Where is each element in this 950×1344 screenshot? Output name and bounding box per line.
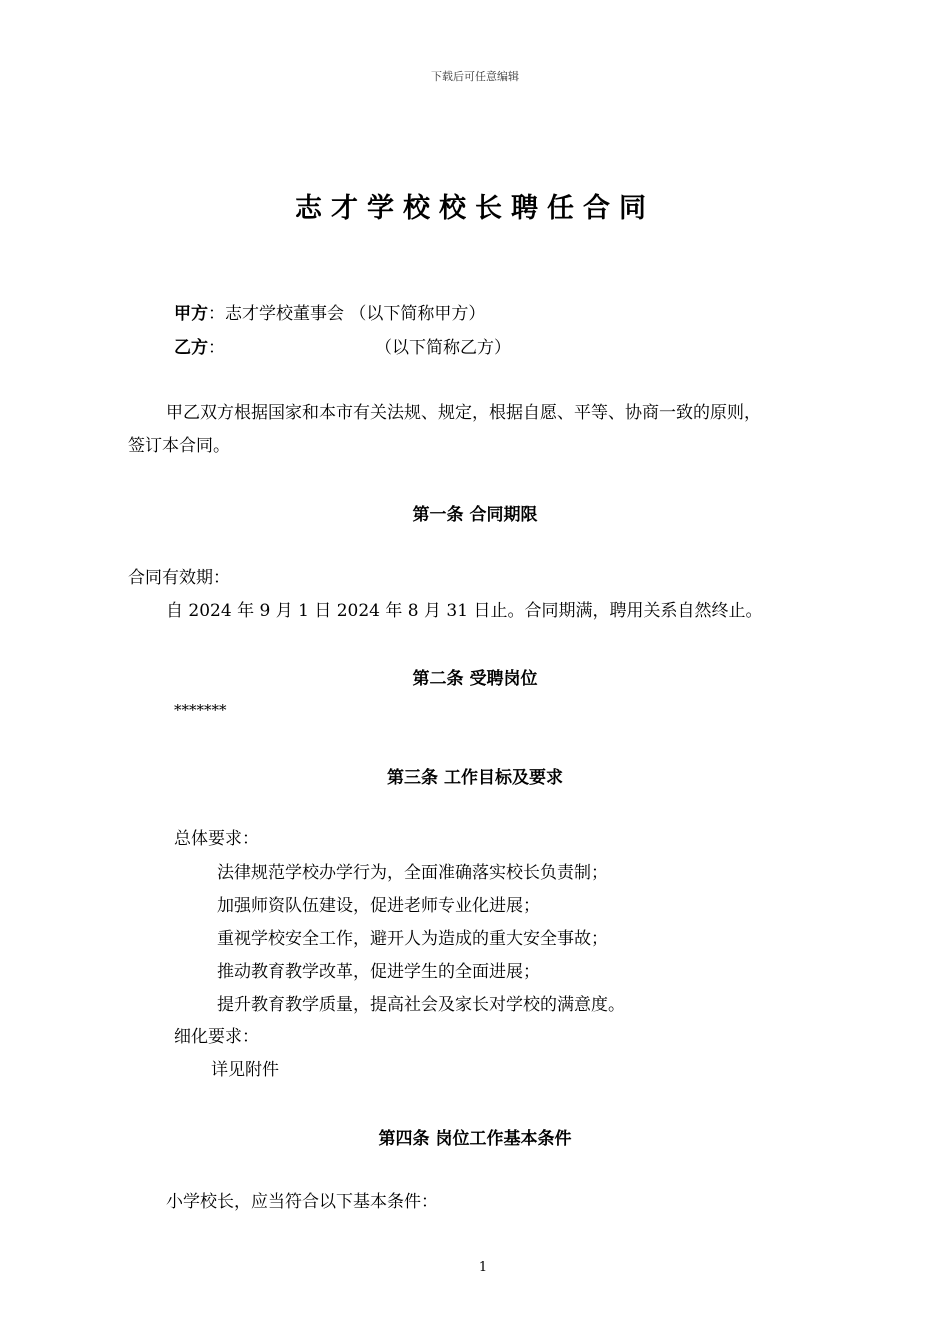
document-title: 志才学校校长聘任合同 [295, 193, 655, 224]
requirement-item: 提升教育教学质量，提高社会及家长对学校的满意度。 [217, 995, 625, 1015]
party-a-line [174, 302, 485, 326]
article-1-label: 合同有效期： [128, 568, 230, 588]
article-1-text: 自 2024 年 9 月 1 日 2024 年 8 月 31 日止。合同期满，聘用关系自然终止。 [166, 601, 763, 621]
requirement-item: 推动教育教学改革，促进学生的全面进展； [217, 962, 540, 982]
party-b-note: （以下简称乙方） [375, 338, 511, 358]
article-4-text: 小学校长，应当符合以下基本条件： [166, 1192, 438, 1212]
party-a-label: 甲方 [174, 304, 208, 324]
page-number: 1 [478, 1260, 488, 1275]
general-requirements-label: 总体要求： [174, 829, 259, 849]
detail-requirements-label: 细化要求： [174, 1027, 259, 1047]
party-b-value: ： [208, 338, 225, 358]
requirement-item: 法律规范学校办学行为，全面准确落实校长负责制； [217, 863, 608, 883]
party-b-line [174, 336, 225, 360]
intro-line-2: 签订本合同。 [128, 436, 230, 456]
party-a-value: ：志才学校董事会 （以下简称甲方） [208, 304, 486, 324]
requirement-item: 重视学校安全工作，避开人为造成的重大安全事故； [217, 929, 608, 949]
intro-line-1: 甲乙双方根据国家和本市有关法规、规定，根据自愿、平等、协商一致的原则， [166, 403, 761, 423]
article-2-heading: 第二条 受聘岗位 [412, 669, 538, 689]
article-4-heading: 第四条 岗位工作基本条件 [378, 1129, 572, 1149]
article-3-heading: 第三条 工作目标及要求 [387, 768, 563, 788]
requirement-item: 加强师资队伍建设，促进老师专业化进展； [217, 896, 540, 916]
detail-requirements-text: 详见附件 [211, 1060, 279, 1080]
header-note: 下载后可任意编辑 [431, 70, 519, 83]
party-b-label: 乙方 [174, 338, 208, 358]
article-1-heading: 第一条 合同期限 [412, 505, 538, 525]
article-2-text: ******* [174, 701, 227, 719]
